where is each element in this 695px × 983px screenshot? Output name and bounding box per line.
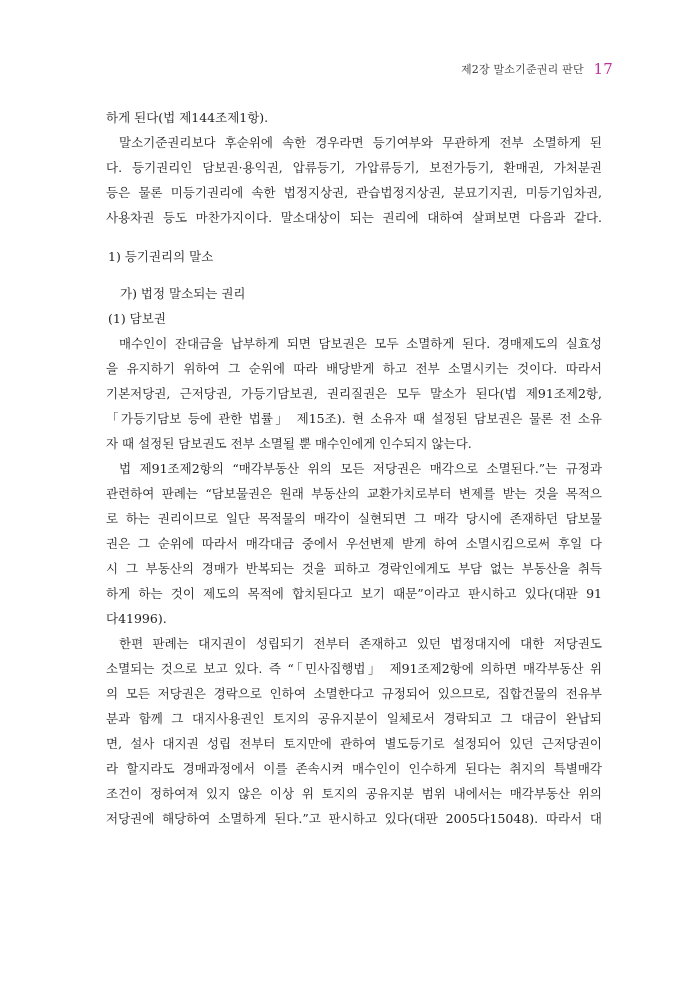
- paragraph-line: 말소기준권리보다 후순위에 속한 경우라면 등기여부와 무관하게 전부 소멸하게 된: [119, 135, 602, 150]
- paragraph-line: 관련하여 판례는 “담보물권은 원래 부동산의 교환가치로부터 변제를 받는 것을 목적으: [106, 486, 602, 501]
- paragraph-line: 저당권에 해당하여 소멸하게 된다.”고 판시하고 있다(대판 2005다15048). 따라서 대: [106, 811, 602, 826]
- paragraph-line: 시 그 부동산의 경매가 반복되는 것을 피하고 경락인에게도 부담 없는 부동산을 취득: [106, 561, 602, 576]
- paragraph-line: 기본저당권, 근저당권, 가등기담보권, 권리질권은 모두 말소가 된다(법 제91조제2항,: [106, 386, 602, 401]
- paragraph-line: 소멸되는 것으로 보고 있다. 즉 “「민사집행법」 제91조제2항에 의하면 매각부동산 위: [106, 661, 602, 676]
- paragraph-line: 을 유지하기 위하여 그 순위에 따라 배당받게 하고 전부 소멸시키는 것이다. 따라서: [106, 361, 602, 376]
- paragraph-line: 면, 설사 대지권 성립 전부터 토지만에 관하여 별도등기로 설정되어 있던 근저당권이: [106, 736, 602, 751]
- paragraph-line: 권은 그 순위에 따라서 매각대금 중에서 우선변제 받게 하여 소멸시킴으로써 후일 다: [106, 536, 602, 551]
- item-heading: (1) 담보권: [108, 311, 166, 326]
- spacer: [106, 230, 602, 244]
- paragraph-line: 다41996).: [106, 611, 167, 626]
- spacer: [106, 269, 602, 281]
- running-header: [461, 60, 613, 78]
- paragraph-line: 한편 판례는 대지권이 성립되기 전부터 존재하고 있던 법정대지에 대한 저당권도: [119, 636, 602, 651]
- paragraph-line: 자 때 설정된 담보권도 전부 소멸될 뿐 매수인에게 인수되지 않는다.: [106, 436, 472, 451]
- paragraph-line: 로 하는 권리이므로 일단 목적물의 매각이 실현되면 그 매각 당시에 존재하던 담보물: [106, 511, 602, 526]
- paragraph-line: 분과 함께 그 대지사용권인 토지의 공유지분이 일체로서 경락되고 그 대금이 완납되: [106, 711, 602, 726]
- chapter-title: 제2장 말소기준권리 판단: [460, 63, 584, 76]
- paragraph-line: 하게 된다(법 제144조제1항).: [106, 110, 269, 125]
- paragraph-line: 라 할지라도 경매과정에서 이를 존속시켜 매수인이 인수하게 된다는 취지의 특별매각: [106, 761, 602, 776]
- page-number: 17: [593, 60, 613, 78]
- body-text: [106, 105, 602, 831]
- paragraph-line: 하게 하는 것이 제도의 목적에 합치된다고 보기 때문”이라고 판시하고 있다(대판 91: [106, 586, 602, 601]
- paragraph-line: 「가등기담보 등에 관한 법률」 제15조). 현 소유자 때 설정된 담보권은 물론 전 소유: [106, 411, 602, 426]
- paragraph-line: 법 제91조제2항의 “매각부동산 위의 모든 저당권은 매각으로 소멸된다.”는 규정과: [119, 461, 602, 476]
- subsection-heading: 가) 법정 말소되는 권리: [120, 286, 246, 301]
- paragraph-line: 매수인이 잔대금을 납부하게 되면 담보권은 모두 소멸하게 된다. 경매제도의 실효성: [119, 336, 602, 351]
- paragraph-line: 등은 물론 미등기권리에 속한 법정지상권, 관습법정지상권, 분묘기지권, 미등기임차권,: [106, 185, 602, 200]
- paragraph-line: 의 모든 저당권은 경락으로 인하여 소멸한다고 규정되어 있으므로, 집합건물의 전유부: [106, 686, 602, 701]
- paragraph-line: 사용차권 등도 마찬가지이다. 말소대상이 되는 권리에 대하여 살펴보면 다음과 같다.: [106, 210, 602, 225]
- section-heading: 1) 등기권리의 말소: [108, 249, 214, 264]
- paragraph-line: 다. 등기권리인 담보권·용익권, 압류등기, 가압류등기, 보전가등기, 환매권, 가처분권: [106, 160, 602, 175]
- paragraph-line: 조건이 정하여져 있지 않은 이상 위 토지의 공유지분 범위 내에서는 매각부동산 위의: [106, 786, 602, 801]
